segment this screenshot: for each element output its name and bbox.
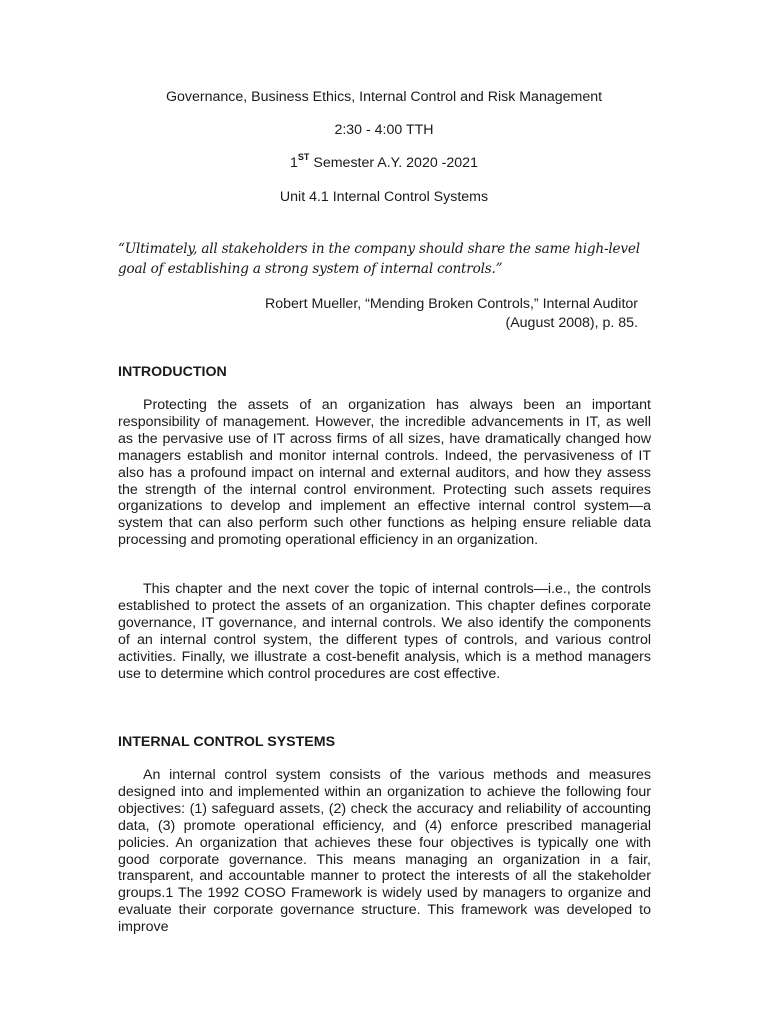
epigraph-attribution-line1: Robert Mueller, “Mending Broken Controls,” Internal Auditor — [265, 296, 638, 312]
course-title: Governance, Business Ethics, Internal Control and Risk Management — [165, 89, 603, 105]
semester-superscript: ST — [297, 152, 310, 163]
semester-line — [0, 154, 768, 172]
schedule: 2:30 - 4:00 TTH — [334, 122, 434, 138]
introduction-paragraph-1: Protecting the assets of an organization has always been an important responsibility of management. However, the incredible advancements in IT, as well as the pervasive use of IT across firms of all sizes, have dramatically changed how managers establish and monitor internal controls. Indeed, the pervasiveness of IT also has a profound impact on internal and external auditors, and how they assess the strength of the internal control environment. Protecting such assets requires organizations to develop and implement an effective internal control system—a system that can also perform such other functions as helping ensure reliable data processing and promoting operational efficiency in an organization. — [118, 397, 651, 549]
internal-control-systems-heading: INTERNAL CONTROL SYSTEMS — [118, 734, 336, 750]
semester-ordinal: 1 — [290, 155, 298, 171]
introduction-paragraph-2: This chapter and the next cover the topic of internal controls—i.e., the controls established to protect the assets of an organization. This chapter defines corporate governance, IT governance, and internal controls. We also identify the components of an internal control system, the different types of controls, and various control activities. Finally, we illustrate a cost-benefit analysis, which is a method managers use to determine which control procedures are cost effective. — [118, 581, 651, 682]
epigraph-quote: “Ultimately, all stakeholders in the company should share the same high-level goal of establishing a strong system of internal controls.” — [118, 241, 640, 277]
internal-control-systems-paragraph-1: An internal control system consists of the various methods and measures designed into and implemented within an organization to achieve the following four objectives: (1) safeguard assets, (2) check the accuracy and reliability of accounting data, (3) promote operational efficiency, and (4) enforce prescribed managerial policies. An organization that achieves these four objectives is typically one with good corporate governance. This means managing an organization in a fair, transparent, and accountable manner to protect the interests of all the stakeholder groups.1 The 1992 COSO Framework is widely used by managers to organize and evaluate their corporate governance structure. This framework was developed to improve — [118, 767, 651, 936]
semester-rest: Semester A.Y. 2020 -2021 — [309, 155, 478, 171]
unit-title: Unit 4.1 Internal Control Systems — [279, 189, 489, 205]
introduction-heading: INTRODUCTION — [118, 364, 227, 380]
epigraph-attribution-line2: (August 2008), p. 85. — [505, 315, 638, 331]
